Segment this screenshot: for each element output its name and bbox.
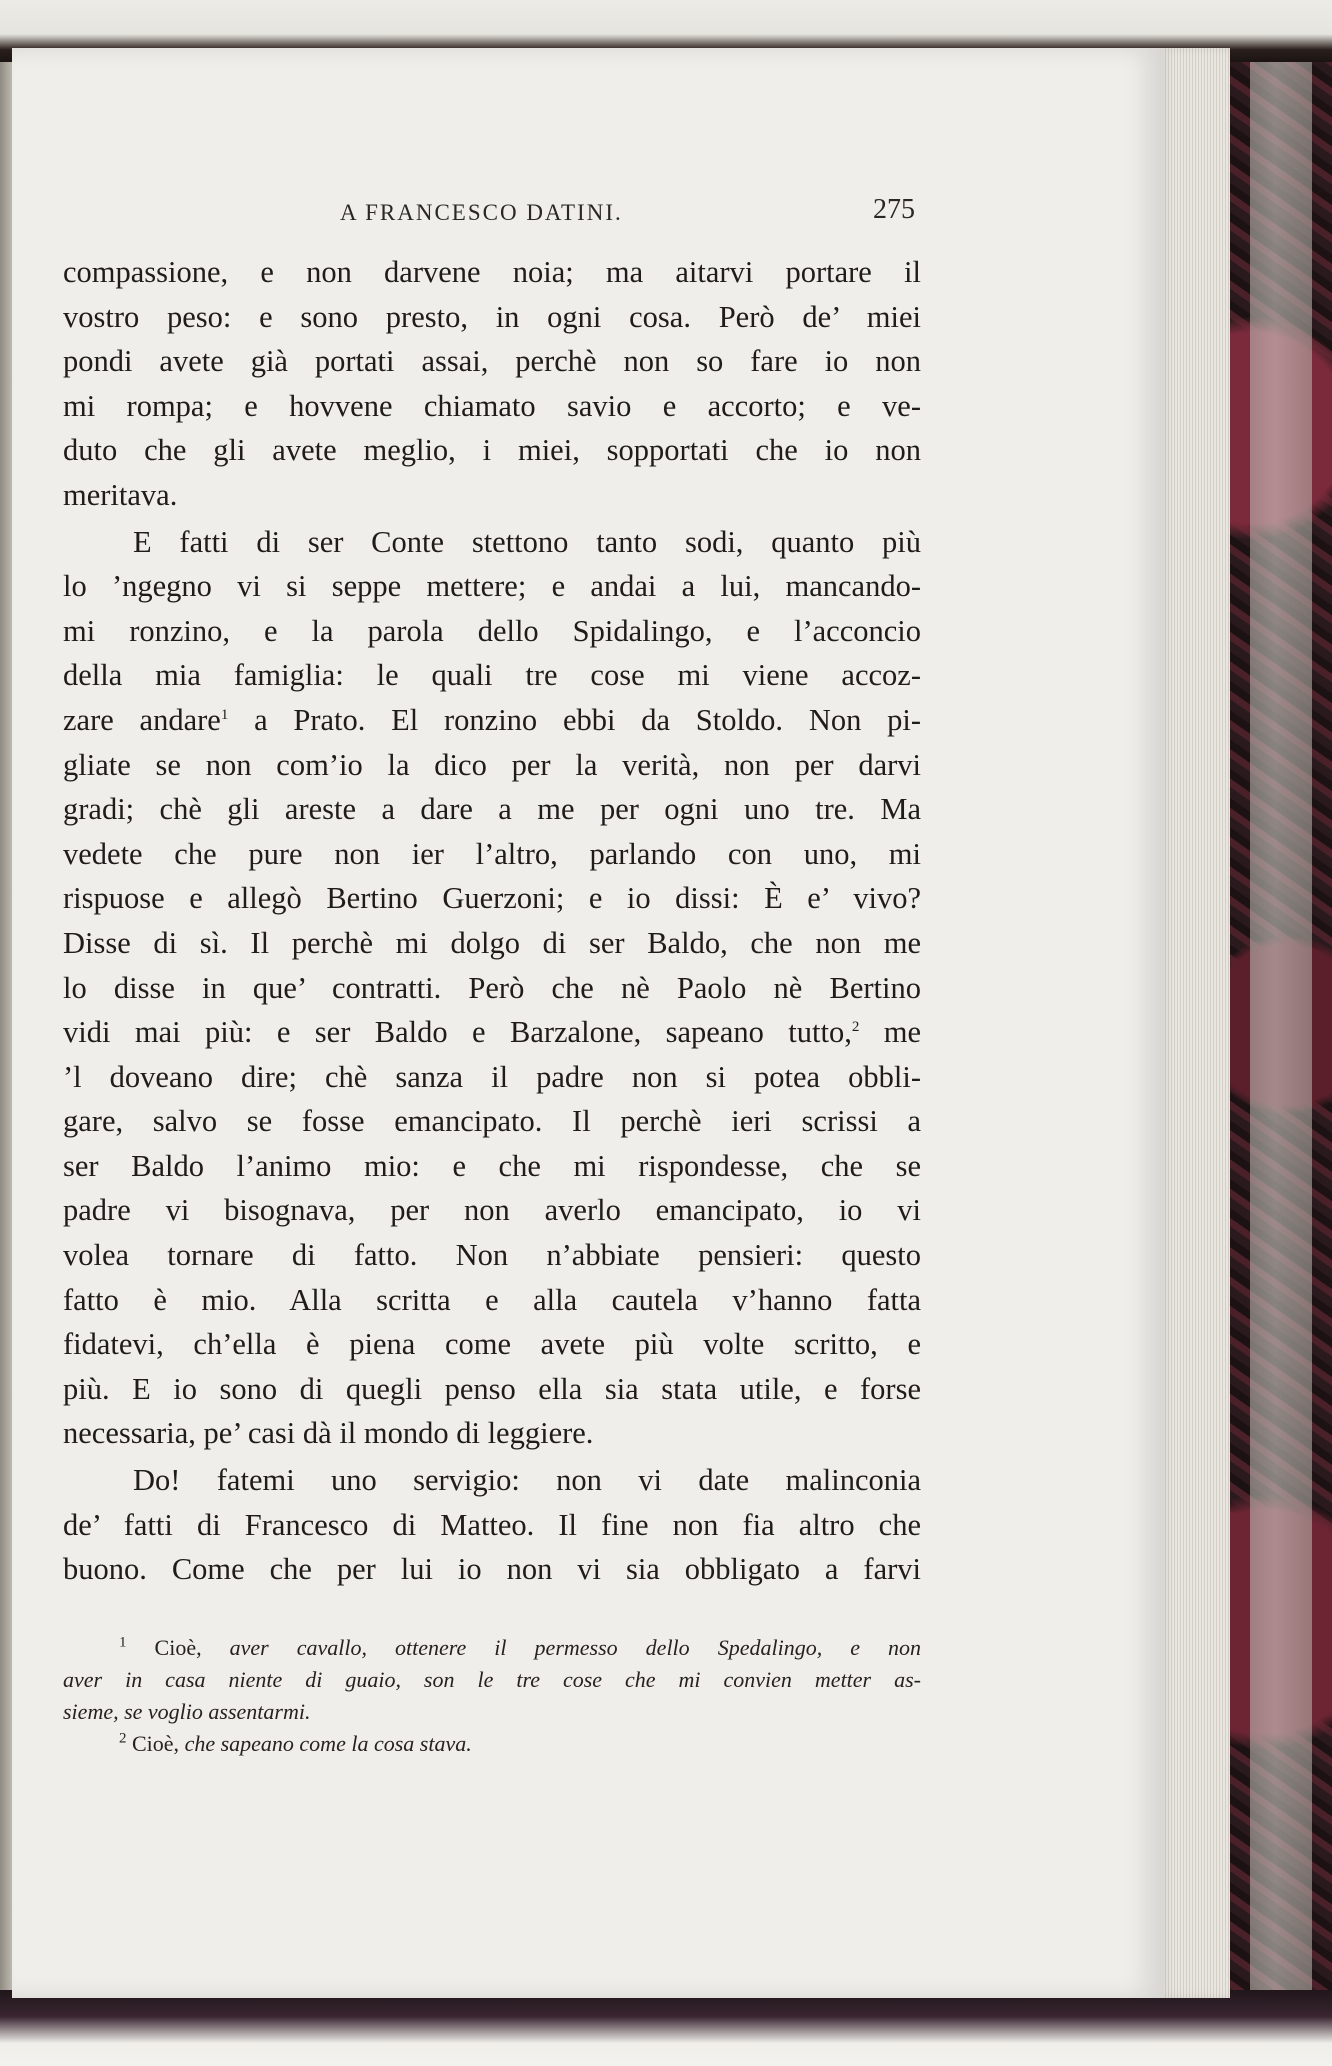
text-line [63,1010,921,1055]
footnote-mark: 1 [119,1634,127,1651]
text-line: lo ’ngegno vi si seppe mettere; e andai a lui, mancando- [63,569,921,604]
footnote-ref-2: 2 [851,1018,860,1035]
text-line: rispuose e allegò Bertino Guerzoni; e io dissi: È e’ vivo? [63,881,921,916]
text-line: Disse di sì. Il perchè mi dolgo di ser Baldo, che non me [63,925,921,960]
body-text [63,250,921,1592]
text-line: vedete che pure non ier l’altro, parlando con uno, mi [63,836,921,871]
text-line: mi rompa; e hovvene chiamato savio e accorto; e ve- [63,388,921,423]
cloth-spine [1250,30,1312,2020]
text-line: de’ fatti di Francesco di Matteo. Il fine non fia altro che [63,1507,921,1542]
text-line: mi ronzino, e la parola dello Spidalingo, e l’acconcio [63,613,921,648]
footnote-text: sieme, se voglio assentarmi. [63,1699,311,1724]
footnotes [63,1632,921,1760]
text-line: meritava. [63,477,178,512]
footnote-mark: 2 [119,1730,127,1747]
footnote-2 [63,1728,921,1760]
text-line: volea tornare di fatto. Non n’abbiate pensieri: questo [63,1238,921,1273]
text-line: ’l doveano dire; chè sanza il padre non si potea obbli- [63,1059,921,1094]
text-line: fidatevi, ch’ella è piena come avete più volte scritto, e [63,1327,921,1362]
text-line [63,698,921,743]
text-segment: me [883,1015,922,1050]
text-line: padre vi bisognava, per non averlo emancipato, io vi [63,1193,921,1228]
footnote-lead: Cioè, [132,1731,180,1756]
bottom-background [0,1990,1332,2066]
text-line: più. E io sono di quegli penso ella sia stata utile, e forse [63,1371,921,1406]
text-line: Do! fatemi uno servigio: non vi date malinconia [133,1463,921,1498]
footnote-text: che sapeano come la cosa stava. [184,1731,472,1756]
text-line: necessaria, pe’ casi dà il mondo di leggiere. [63,1416,594,1451]
text-line: gliate se non com’io la dico per la verità, non per darvi [63,747,921,782]
text-segment: zare andare [63,702,221,737]
text-line: fatto è mio. Alla scritta e alla cautela v’hanno fatta [63,1282,921,1317]
page-number: 275 [873,194,915,225]
footnote-text: aver cavallo, ottenere il permesso dello Spedalingo, e non [229,1635,922,1660]
text-line: gare, salvo se fosse emancipato. Il perchè ieri scrissi a [63,1104,921,1139]
footnote-text: aver in casa niente di guaio, son le tre cose che mi convien metter as- [63,1667,921,1692]
text-line: vostro peso: e sono presto, in ogni cosa. Però de’ miei [63,299,921,334]
text-segment: a Prato. El ronzino ebbi da Stoldo. Non pi- [254,702,921,737]
text-line: buono. Come che per lui io non vi sia obbligato a farvi [63,1552,921,1587]
text-line: compassione, e non darvene noia; ma aitarvi portare il [63,255,921,289]
text-line: lo disse in que’ contratti. Però che nè Paolo nè Bertino [63,970,921,1005]
page-edges [1160,48,1230,1998]
running-head: A FRANCESCO DATINI. [340,200,623,225]
text-line: della mia famiglia: le quali tre cose mi viene accoz- [63,658,921,693]
text-line: E fatti di ser Conte stettono tanto sodi, quanto più [133,524,921,559]
footnote-ref-1: 1 [220,706,229,723]
text-line: ser Baldo l’animo mio: e che mi rispondesse, che se [63,1148,921,1183]
footnote-1 [63,1632,921,1664]
footnote-lead: Cioè, [154,1635,202,1660]
text-line: duto che gli avete meglio, i miei, sopportati che io non [63,433,921,468]
text-segment: vidi mai più: e ser Baldo e Barzalone, sapeano tutto, [63,1015,852,1050]
text-line: gradi; chè gli areste a dare a me per ogni uno tre. Ma [63,792,921,827]
text-line: pondi avete già portati assai, perchè non so fare io non [63,344,921,379]
